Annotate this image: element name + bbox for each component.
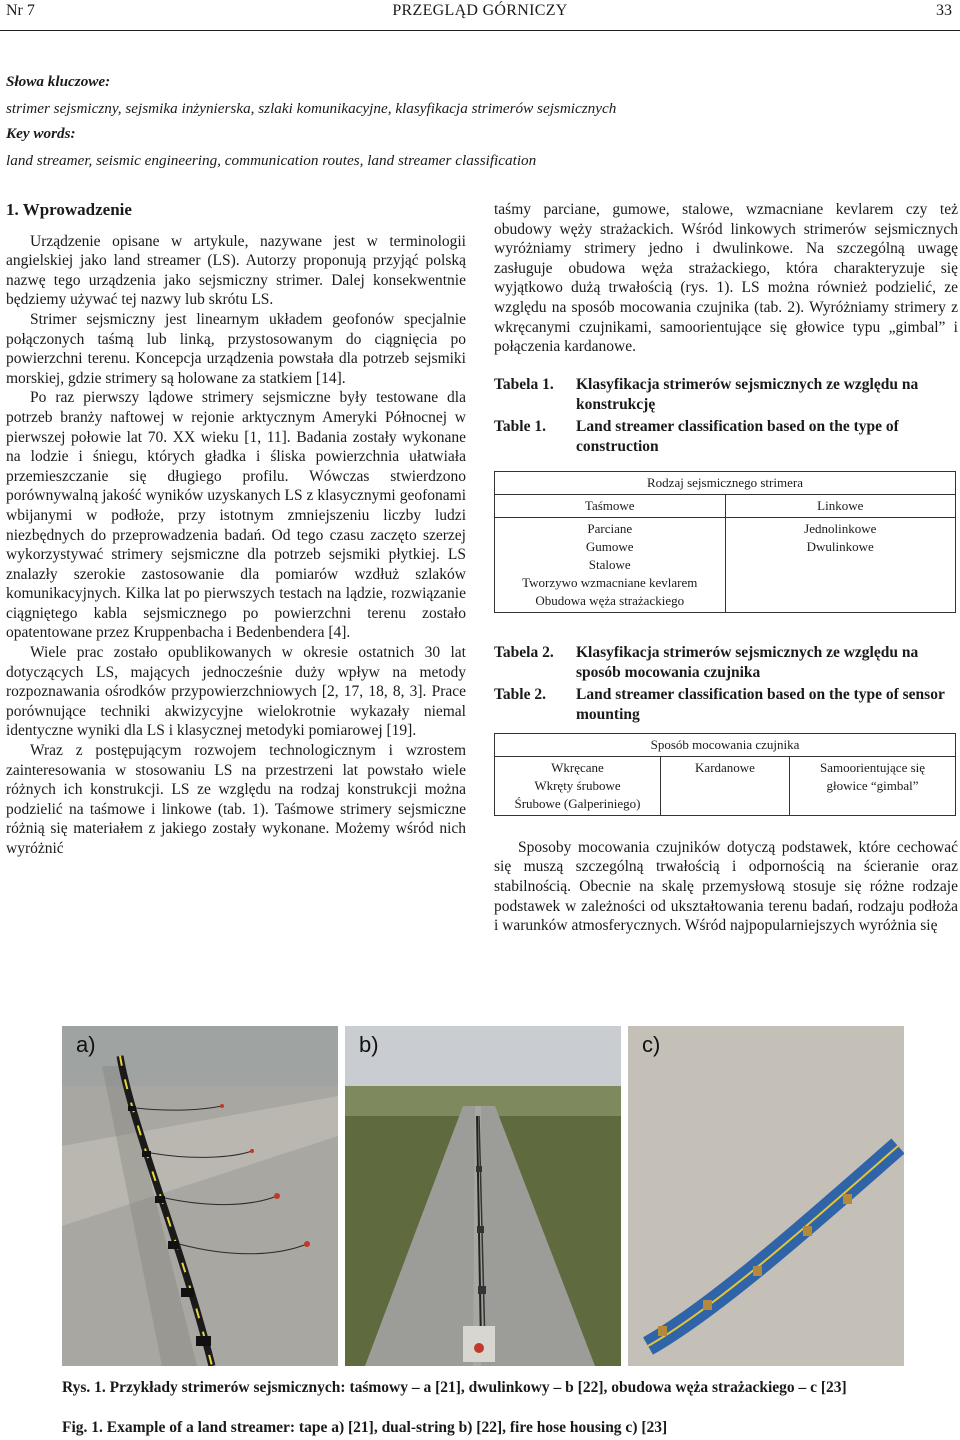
- photo-b-image: [345, 1026, 621, 1366]
- keywords-en-text: land streamer, seismic engineering, communication routes, land streamer classification: [6, 152, 537, 169]
- right-column: [494, 200, 958, 936]
- table1: [494, 471, 956, 613]
- paragraph: Urządzenie opisane w artykule, nazywane jest w terminologii angielskiej jako land streamer (LS). Autorzy proponują przyjąć polską nazwę tego urządzenia jako sejsmiczny strimer. Dalej konsekwentnie będziemy używać tej nazwy lub skrótu LS.: [6, 232, 466, 309]
- table2-cell-cardan: Kardanowe: [660, 756, 789, 815]
- table2: [494, 733, 956, 816]
- paragraph: Wiele prac zostało opublikowanych w okresie ostatnich 30 lat dotyczących LS, mających jednocześnie duży wpływ na metody rozpoznawania ośrodków przypowierzchniowych [2, 17, 18, 8, 3]. Prace porównujące techniki akwizycyjne wielokrotnie wykazały niemal identyczne wyniki dla LS i klasycznej metodyki pomiarowej [19].: [6, 644, 466, 740]
- paragraph: Sposoby mocowania czujników dotyczą podstawek, które cechować się muszą szczególną trwałością i odpornością na ścieranie oraz stabilnością. Obecnie na skalę przemysłową stosuje się różne rodzaje podstawek w zależności od ukształtowania terenu badań, rodzaju podłoża i warunków atmosferycznych. Wśród najpopularniejszych wyróżnia się: [494, 838, 958, 935]
- table1-col2-cell: Jednolinkowe Dwulinkowe: [725, 517, 956, 612]
- photo-a-label: a): [76, 1032, 96, 1057]
- header-rule: [0, 30, 960, 31]
- table2-caption-pl: Tabela 2. Klasyfikacja strimerów sejsmicznych ze względu na sposób mocowania czujnika: [494, 643, 919, 681]
- issue-number: Nr 7: [6, 2, 35, 19]
- paragraph: Strimer sejsmiczny jest linearnym układem geofonów specjalnie połączonych taśmą lub linką, przystosowanym do ciągnięcia po powierzchni terenu. Koncepcja urządzenia powstała dla potrzeb sejsmiki morskiej, gdzie strimery są holowane za statkiem [14].: [6, 310, 466, 387]
- photo-c-image: [628, 1026, 904, 1366]
- table1-caption-pl: Tabela 1. Klasyfikacja strimerów sejsmicznych ze względu na konstrukcję: [494, 375, 919, 413]
- photo-a-image: [62, 1026, 338, 1366]
- journal-title: PRZEGLĄD GÓRNICZY: [392, 2, 568, 19]
- figure-caption-en: Fig. 1. Example of a land streamer: tape a) [21], dual-string b) [22], fire hose housing c) [23]: [62, 1419, 668, 1436]
- figure-photos: [62, 1026, 904, 1366]
- photo-a: [62, 1026, 338, 1366]
- table1-col2-header: Linkowe: [725, 494, 956, 517]
- paragraph: Po raz pierwszy lądowe strimery sejsmiczne były testowane dla potrzeb branży naftowej w rejonie arktycznym Ameryki Północnej w pierwszej połowie lat 70. XX wieku [1, 11]. Badania zostały wykonane na lodzie i śniegu, których gładka i śliska powierzchnia ułatwiała przemieszczanie się długiego profilu. Wówczas stwierdzono porównywalną jakość wyników uzyskanych LS z klasycznymi geofonami wbijanymi w podłoże, przy istotnym zmniejszeniu liczby ludzi niezbędnych do przeprowadzenia badań. Od tego czasu zaczęto szerzej wykorzystywać strimery sejsmiczne dla potrzeb sejsmiki płytkiej. LS znalazły szerokie zastosowanie dla pomiarów wzdłuż szlaków komunikacyjnych. Kilka lat po pierwszych testach na lądzie, rozwiązanie ciągniętego kabla sejsmicznego po powierzchni terenu zostało opatentowane przez Kruppenbacha i Bedenbendera [4].: [6, 389, 466, 642]
- table1-caption-en: Table 1. Land streamer classification based on the type of construction: [494, 417, 899, 455]
- photo-c-label: c): [642, 1032, 661, 1057]
- figure-caption-pl: Rys. 1. Przykłady strimerów sejsmicznych: taśmowy – a [21], dwulinkowy – b [22], obudowa węża strażackiego – c [23]: [62, 1379, 847, 1396]
- paragraph: Wraz z postępującym rozwojem technologicznym i wzrostem zainteresowania w stosowaniu LS na przestrzeni lat powstało wiele różnych ich konstrukcji. LS ze względu na rodzaj konstrukcji można podzielić na taśmowe i linkowe (tab. 1). Taśmowe strimery sejsmiczne różnią się materiałem z jakiego zostały wykonane. Możemy wśród nich wyróżnić: [6, 742, 466, 857]
- section-title: 1. Wprowadzenie: [6, 200, 132, 219]
- table2-cell-gimbal: Samoorientujące się głowice “gimbal”: [790, 756, 956, 815]
- photo-b-label: b): [359, 1032, 379, 1057]
- table2-caption-en: Table 2. Land streamer classification based on the type of sensor mounting: [494, 685, 945, 723]
- keywords-en-label: Key words:: [6, 125, 76, 142]
- keywords-pl-text: strimer sejsmiczny, sejsmika inżynierska, szlaki komunikacyjne, klasyfikacja strimerów sejsmicznych: [6, 100, 617, 117]
- table2-header: Sposób mocowania czujnika: [495, 733, 956, 756]
- photo-c: [628, 1026, 904, 1366]
- table2-cell-screwed: Wkręcane Wkręty śrubowe Śrubowe (Galperiniego): [495, 756, 661, 815]
- photo-b: [345, 1026, 621, 1366]
- table1-header: Rodzaj sejsmicznego strimera: [495, 471, 956, 494]
- page-number: 33: [936, 2, 952, 19]
- keywords-pl-label: Słowa kluczowe:: [6, 73, 111, 90]
- table1-col1-header: Taśmowe: [495, 494, 726, 517]
- table1-col1-cell: Parciane Gumowe Stalowe Tworzywo wzmacniane kevlarem Obudowa węża strażackiego: [495, 517, 726, 612]
- paragraph: taśmy parciane, gumowe, stalowe, wzmacniane kevlarem czy też obudowy węży strażackich. Wśród linkowych strimerów sejsmicznych wyróżniamy strimery jedno i dwulinkowe. Na szczególną uwagę zasługuje obudowa węża strażackiego, która charakteryzuje się wyjątkowo dużą trwałością (rys. 1). LS można również podzielić, ze względu na sposób mocowania czujnika (tab. 2). Wyróżniamy strimery z wkręcanymi czujnikami, samoorientujące się głowice typu „gimbal” i połączenia kardanowe.: [494, 201, 958, 356]
- left-column: [6, 200, 466, 859]
